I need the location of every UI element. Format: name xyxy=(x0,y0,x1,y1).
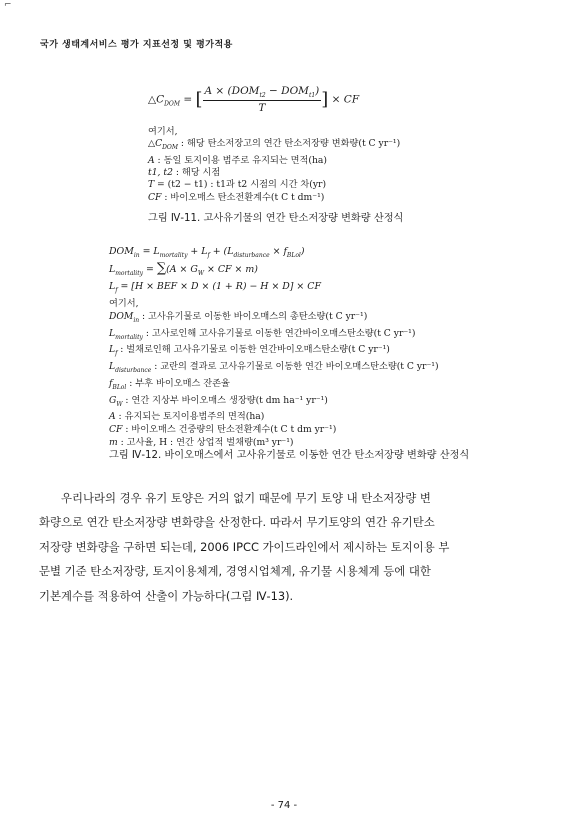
definition-item xyxy=(109,344,439,361)
paragraph-line: 기본계수를 적용하여 산출이 가능하다(그림 Ⅳ-13). xyxy=(39,588,294,603)
definition-symbol: A xyxy=(148,154,155,166)
definition-item xyxy=(148,167,400,179)
definition-item xyxy=(109,424,439,437)
paragraph-line: 우리나라의 경우 유기 토양은 거의 없기 때문에 무기 토양 내 탄소저장량 변 xyxy=(61,491,431,505)
definition-subscript: mortality xyxy=(115,333,143,341)
definition-text: : 해당 탄소저장고의 연간 탄소저장량 변화량(t C yr⁻¹) xyxy=(177,138,401,150)
definition-symbol: G xyxy=(109,394,117,406)
definition-text: : 해당 시점 xyxy=(172,167,221,179)
definition-text: : 부후 바이오매스 잔존율 xyxy=(126,377,230,389)
paragraph-line: 저장량 변화량을 구하면 되는데, 2006 IPCC 가이드라인에서 제시하는 토지이용 부 xyxy=(39,539,450,554)
definition-symbol: DOM xyxy=(109,310,134,322)
definition-subscript: in xyxy=(133,316,140,324)
definition-item xyxy=(109,395,439,412)
definition-subscript: BLol xyxy=(112,383,127,391)
definition-item xyxy=(148,179,400,191)
definition-text: : 벌채로인해 고사유기물로 이동한 연간바이오매스탄소량(t C yr⁻¹) xyxy=(117,344,390,356)
definition-item xyxy=(109,411,439,424)
definition-item xyxy=(148,138,400,154)
definition-symbol: m xyxy=(109,437,118,449)
definition-text: : 교란의 결과로 고사유기물로 이동한 연간 바이오매스탄소량(t C yr⁻¹) xyxy=(151,361,439,373)
definition-item xyxy=(109,378,439,395)
figure12-equations xyxy=(109,245,321,297)
page-number: - 74 - xyxy=(270,800,298,811)
definition-symbol: L xyxy=(109,361,116,373)
definition-symbol: L xyxy=(109,327,116,339)
where-label: 여기서, xyxy=(148,126,178,137)
definition-subscript: disturbance xyxy=(115,366,152,374)
equation-dom-change: $\triangle C_{DOM}$ = [ $\frac{A \times (DOM_{t2} - DOM_{t1})}{T}$ ] × CF xyxy=(148,85,360,115)
definition-symbol: CF xyxy=(109,424,123,436)
definition-item xyxy=(148,155,400,167)
definition-text: : 바이오매스 건중량의 탄소전환계수(t C t dm yr⁻¹) xyxy=(122,424,337,436)
equation-fraction: $\frac{A \times (DOM_{t2} - DOM_{t1})}{T}$ xyxy=(204,85,320,115)
definition-item xyxy=(109,361,439,378)
definition-symbol: CF xyxy=(148,191,162,203)
definition-subscript: W xyxy=(116,400,123,408)
definition-text: : 동일 토지이용 범주로 유지되는 면적(ha) xyxy=(154,154,327,166)
definition-subscript: DOM xyxy=(162,144,178,152)
definition-text: = (t2 − t1) : t1과 t2 시점의 시간 차(yr) xyxy=(154,179,327,191)
equation-l-mortality: $L_{mortality} = \sum(A \times G_W$ × CF × m) xyxy=(109,261,258,277)
equation-dom-in: $DOM_{in} = L_{mortality} + L_f + (L_{disturbance} \times f_{BLol})$ xyxy=(109,246,305,259)
definition-symbol: f xyxy=(109,377,113,389)
definition-text: : 고사율, H : 연간 상업적 벌채량(m³ yr⁻¹) xyxy=(117,437,294,449)
figure12-definitions xyxy=(109,298,439,450)
definition-symbol: L xyxy=(109,344,116,356)
definition-symbol: t1, t2 xyxy=(148,167,173,179)
definition-item xyxy=(109,311,439,328)
definition-text: : 고사유기물로 이동한 바이오매스의 총탄소량(t C yr⁻¹) xyxy=(139,310,368,322)
definition-symbol: △C xyxy=(148,138,163,150)
definition-text: : 바이오매스 탄소전환계수(t C t dm⁻¹) xyxy=(161,191,325,203)
definition-subscript: f xyxy=(115,350,118,358)
definition-symbol: A xyxy=(109,411,116,423)
definition-text: : 유지되는 토지이용범주의 면적(ha) xyxy=(115,411,265,423)
figure12-caption: 그림 Ⅳ-12. 바이오매스에서 고사유기물로 이동한 연간 탄소저장량 변화량 산정식 xyxy=(109,450,470,461)
figure11-caption: 그림 Ⅳ-11. 고사유기물의 연간 탄소저장량 변화량 산정식 xyxy=(148,213,404,224)
definition-item xyxy=(109,328,439,345)
definition-text: : 연간 지상부 바이오매스 생장량(t dm ha⁻¹ yr⁻¹) xyxy=(122,394,328,406)
where-label: 여기서, xyxy=(109,298,139,309)
running-header: 국가 생태계서비스 평가 지표선정 및 평가적용 xyxy=(40,40,233,50)
definition-symbol: T xyxy=(148,179,155,191)
definition-item xyxy=(148,192,400,204)
paragraph-line: 화량으로 연간 탄소저장량 변화량을 산정한다. 따라서 무기토양의 연간 유기탄소 xyxy=(39,515,435,530)
definition-text: : 고사로인해 고사유기물로 이동한 연간바이오매스탄소량(t C yr⁻¹) xyxy=(142,327,416,339)
paragraph-line: 문별 기준 탄소저장량, 토지이용체계, 경영시업체계, 유기물 시용체계 등에 대한 xyxy=(39,564,431,579)
body-paragraph xyxy=(39,486,523,608)
corner-mark: ⌐ xyxy=(4,0,12,10)
figure11-definitions xyxy=(148,126,400,204)
equation-l-f: $L_f = [H$ × BEF × D × (1 + R) − H × D] × CF xyxy=(109,281,321,295)
